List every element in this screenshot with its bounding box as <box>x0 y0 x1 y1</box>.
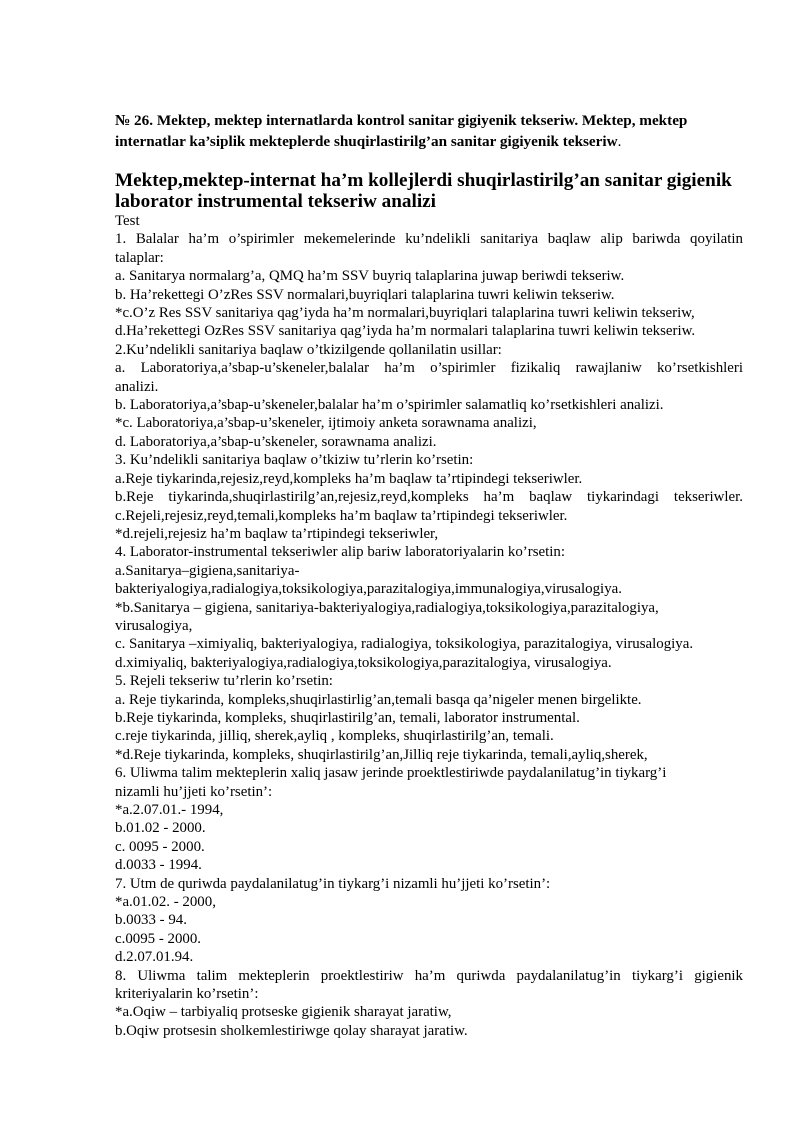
section-heading <box>115 110 743 152</box>
text-line: analizi. <box>115 378 159 395</box>
text-line: 2.Ku’ndelikli sanitariya baqlaw o’tkizilgende qollanilatin usillar: <box>115 341 502 358</box>
text-line: 7. Utm de quriwda paydalanilatug’in tiykarg’i nizamli hu’jjeti ko’rsetin’: <box>115 875 551 892</box>
text-line: b. Ha’rekettegi O’zRes SSV normalari,buyriqlari talaplarina tuwri keliwin tekseriw. <box>115 286 615 303</box>
text-line: a.Sanitarya–gigiena,sanitariya- <box>115 562 300 579</box>
text-line: *a.2.07.01.- 1994, <box>115 802 224 818</box>
text-line: d.ximiyaliq, bakteriyalogiya,radialogiya,toksikologiya,parazitalogiya, virusalogiya. <box>115 654 612 671</box>
text-line: kriteriyalarin ko’rsetin’: <box>115 986 259 1003</box>
test-content <box>115 212 743 1040</box>
text-line: d.2.07.01.94. <box>115 949 194 966</box>
text-line: *d.rejeli,rejesiz ha’m baqlaw ta’rtipindegi tekseriwler, <box>115 525 439 542</box>
text-line: *a.Oqiw – tarbiyaliq protseske gigienik sharayat jaratiw, <box>115 1004 452 1021</box>
text-line: 5. Rejeli tekseriw tu’rlerin ko’rsetin: <box>115 673 333 690</box>
text-line: *a.01.02. - 2000, <box>115 894 216 911</box>
text-line: b.01.02 - 2000. <box>115 820 206 837</box>
text-line: d. Laboratoriya,a’sbap-u’skeneler, sorawnama analizi. <box>115 433 437 450</box>
section-heading-bold: № 26. Mektep, mektep internatlarda kontrol sanitar gigiyenik tekseriw. Mektep, mektep internatlar ka’siplik mekteplerde shuqirlastirilg’an sanitar gigiyenik tekseriw <box>115 112 688 150</box>
text-line: b.0033 - 94. <box>115 912 187 929</box>
text-line: 1. Balalar ha’m o’spirimler mekemelerinde ku’ndelikli sanitariya baqlaw alip bariwda qoyilatin <box>115 231 743 248</box>
text-line: *c.O’z Res SSV sanitariya qag’iyda ha’m normalari,buyriqlari talaplarina tuwri keliwin tekseriw, <box>115 305 695 322</box>
text-line: talaplar: <box>115 249 164 266</box>
text-line: 8. Uliwma talim mekteplerin proektlestiriw ha’m quriwda paydalanilatug’in tiykarg’i gigienik <box>115 967 743 984</box>
text-line: c.reje tiykarinda, jilliq, sherek,ayliq , kompleks, shuqirlastirilg’an, temali. <box>115 728 554 745</box>
text-line: b.Reje tiykarinda, kompleks, shuqirlastirilg’an, temali, laborator instrumental. <box>115 709 580 726</box>
test-label: Test <box>115 213 140 229</box>
section-heading-tail: . <box>617 133 622 150</box>
text-line: c.Rejeli,rejesiz,reyd,temali,kompleks ha’m baqlaw ta’rtipindegi tekseriwler. <box>115 507 568 524</box>
text-line: b.Oqiw protsesin sholkemlestiriwge qolay sharayat jaratiw. <box>115 1022 468 1039</box>
text-line: *c. Laboratoriya,a’sbap-u’skeneler, ijtimoiy anketa sorawnama analizi, <box>115 415 537 432</box>
text-line: a. Laboratoriya,a’sbap-u’skeneler,balalar ha’m o’spirimler fizikaliq rawajlaniw ko’rsetkishleri <box>115 360 743 377</box>
text-line: bakteriyalogiya,radialogiya,toksikologiya,parazitalogiya,immunalogiya,virusalogiya. <box>115 581 622 598</box>
text-line: 6. Uliwma talim mekteplerin xaliq jasaw jerinde proektlestiriwde paydalanilatug’in tiykarg’i <box>115 765 667 782</box>
text-line: *b.Sanitarya – gigiena, sanitariya-bakteriyalogiya,radialogiya,toksikologiya,parazitalogiya, <box>115 599 659 616</box>
text-line: virusalogiya, <box>115 617 193 634</box>
document-page <box>115 110 743 1040</box>
text-line: 4. Laborator-instrumental tekseriwler alip bariw laboratoriyalarin ko’rsetin: <box>115 544 565 561</box>
text-line: c. 0095 - 2000. <box>115 838 205 855</box>
text-line: a.Reje tiykarinda,rejesiz,reyd,kompleks ha’m baqlaw ta’rtipindegi tekseriwler. <box>115 470 583 487</box>
text-line: b. Laboratoriya,a’sbap-u’skeneler,balalar ha’m o’spirimler salamatliq ko’rsetkishleri analizi. <box>115 397 664 414</box>
text-line: a. Sanitarya normalarg’a, QMQ ha’m SSV buyriq talaplarina juwap beriwdi tekseriw. <box>115 268 625 285</box>
text-line: 3. Ku’ndelikli sanitariya baqlaw o’tkiziw tu’rlerin ko’rsetin: <box>115 452 474 469</box>
text-line: d.Ha’rekettegi OzRes SSV sanitariya qag’iyda ha’m normalari talaplarina tuwri keliwin tekseriw. <box>115 323 696 340</box>
text-line: c. Sanitarya –ximiyaliq, bakteriyalogiya, radialogiya, toksikologiya, parazitalogiya, virusalogiya. <box>115 636 694 653</box>
text-line: *d.Reje tiykarinda, kompleks, shuqirlastirilg’an,Jilliq reje tiykarinda, temali,ayliq,sherek, <box>115 746 648 763</box>
text-line: b.Reje tiykarinda,shuqirlastirilg’an,rejesiz,reyd,kompleks ha’m baqlaw tiykarindagi tekseriwler. <box>115 489 743 506</box>
text-line: nizamli hu’jjeti ko’rsetin’: <box>115 783 273 800</box>
text-line: c.0095 - 2000. <box>115 930 202 947</box>
subsection-heading: Mektep,mektep-internat ha’m kollejlerdi shuqirlastirilg’an sanitar gigienik laborator instrumental tekseriw analizi <box>115 170 732 212</box>
text-line: d.0033 - 1994. <box>115 857 202 874</box>
text-line: a. Reje tiykarinda, kompleks,shuqirlastirlig’an,temali basqa qa’nigeler menen birgelikte. <box>115 691 642 708</box>
